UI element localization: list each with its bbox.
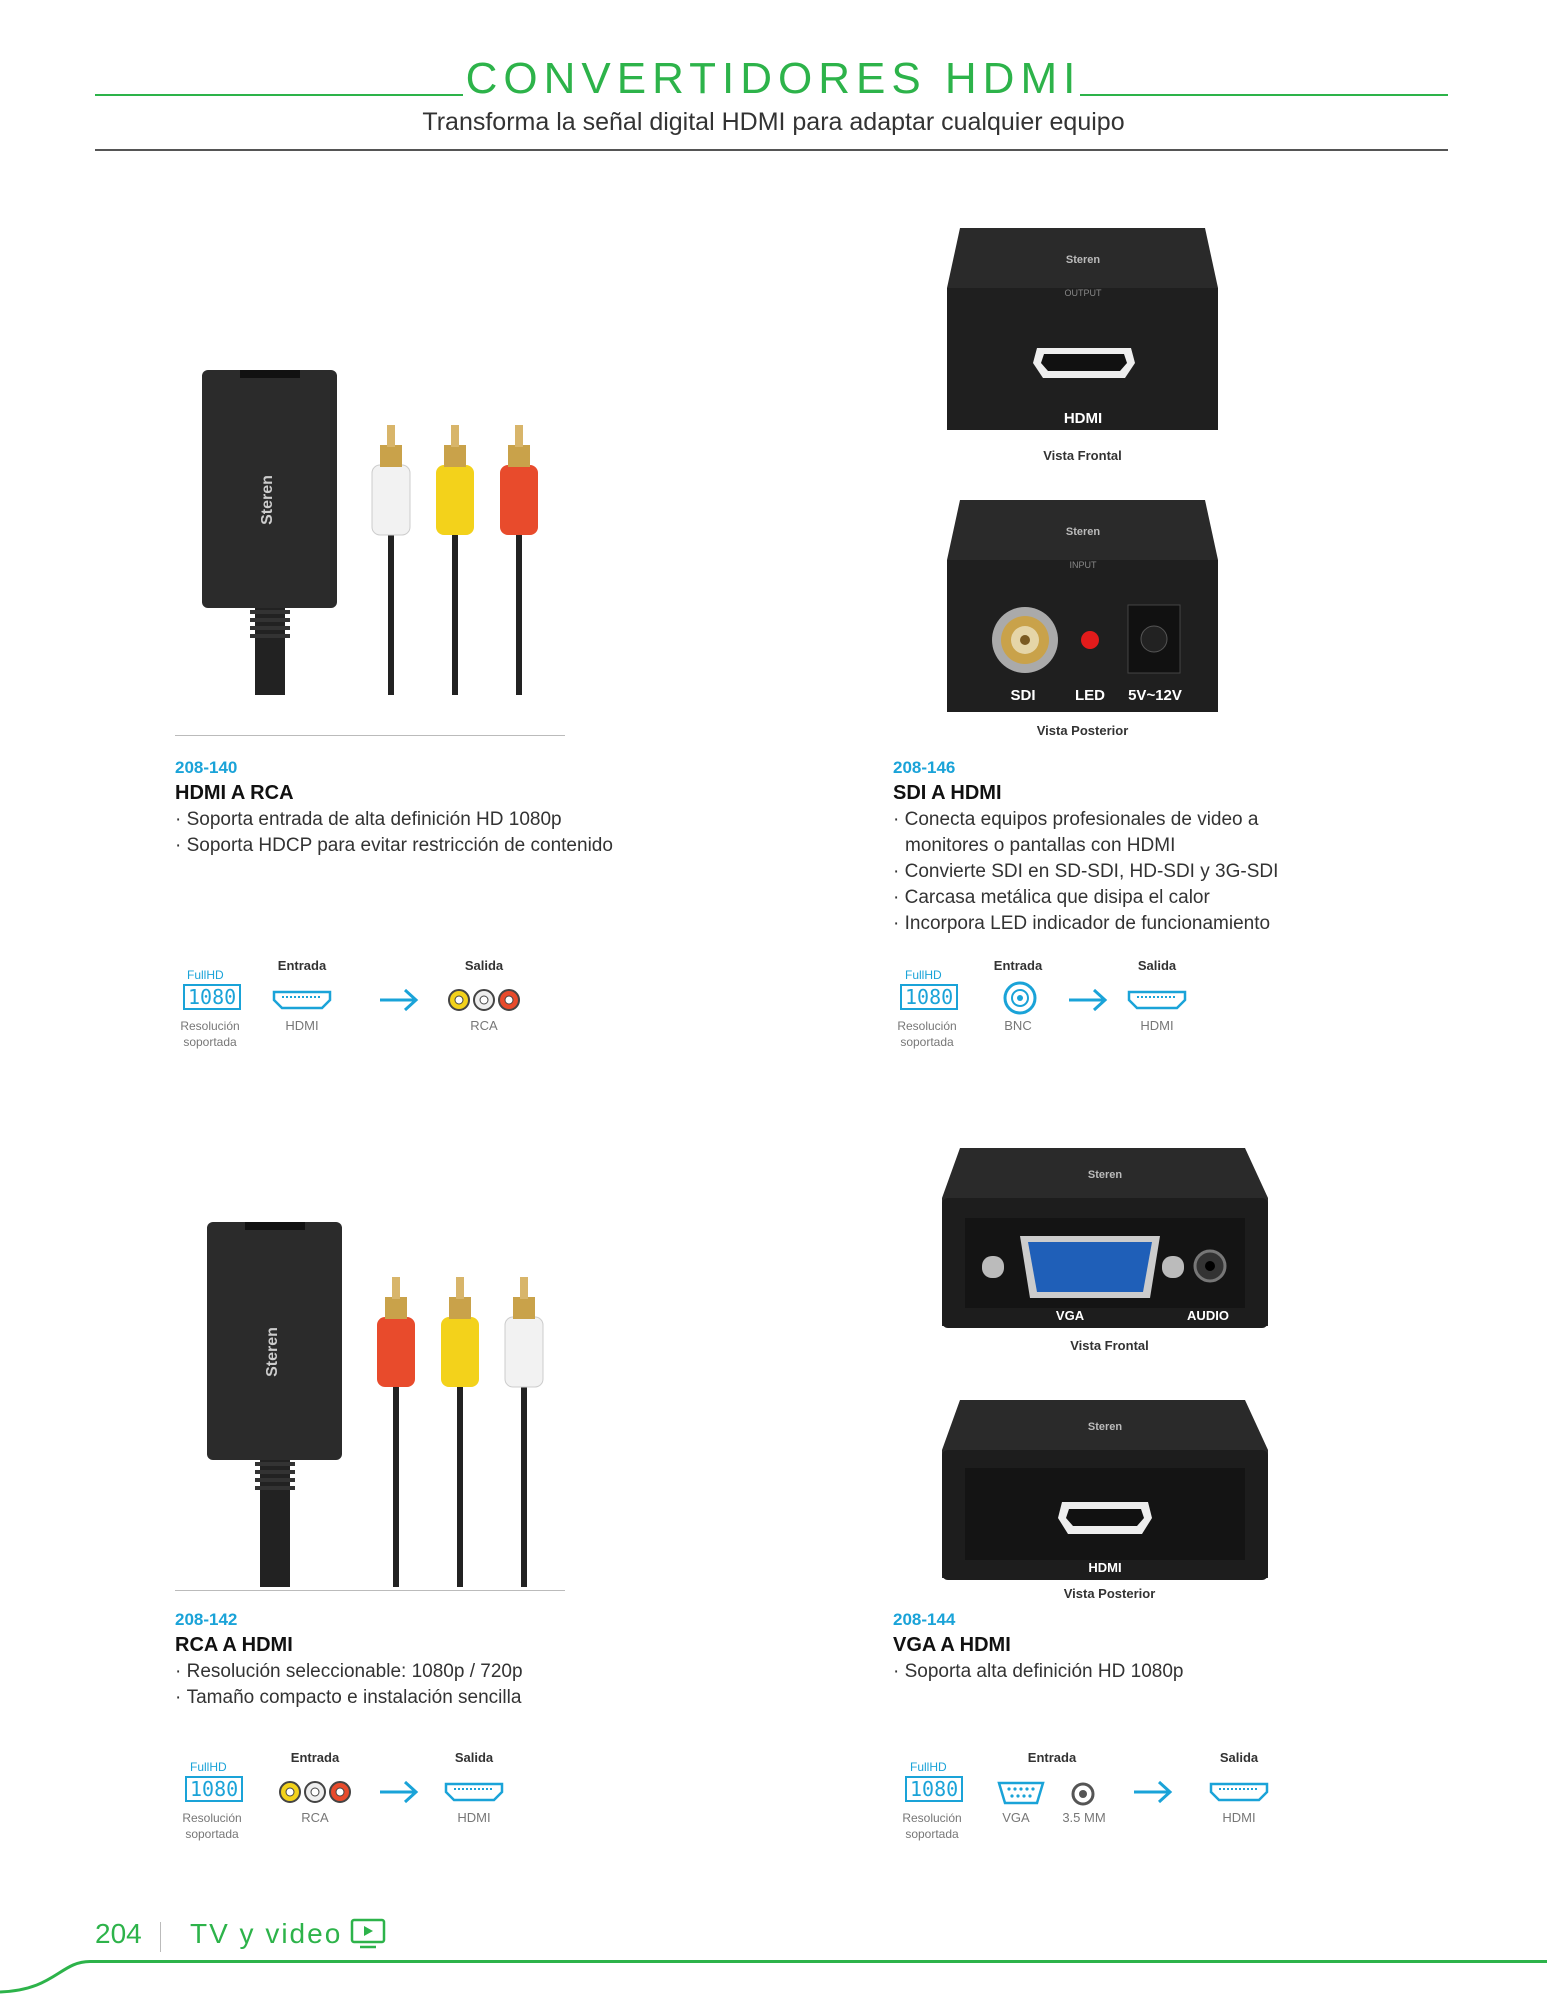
input-sublabel: 3.5 MM: [1062, 1810, 1106, 1825]
caption-back: Vista Posterior: [1063, 1586, 1156, 1601]
hdmi-port-icon: [1209, 1780, 1269, 1802]
feature-list: [175, 1659, 695, 1711]
hdmi-port-icon: [444, 1780, 504, 1802]
vga-port-icon: [997, 1781, 1045, 1805]
svg-text:INPUT: INPUT: [1069, 560, 1097, 570]
resolution-badge: 1080: [905, 1776, 963, 1802]
caption-front: Vista Frontal: [1070, 1338, 1149, 1353]
feature-item: · Carcasa metálica que disipa el calor: [893, 885, 1333, 911]
product-image-rca-a-hdmi: [185, 1212, 575, 1592]
product-image-sdi-back: [945, 500, 1220, 715]
input-sublabel: HDMI: [285, 1018, 319, 1033]
feature-item: · Incorpora LED indicador de funcionamiento: [893, 911, 1333, 937]
arrow-right-icon: [378, 987, 420, 1013]
product-sku: 208-144: [893, 1610, 956, 1629]
brand-logo: Steren: [1087, 1169, 1123, 1181]
output-sublabel: HDMI: [457, 1810, 491, 1825]
resolution-caption: Resolución soportada: [897, 1019, 957, 1049]
hdmi-port-icon: [272, 988, 332, 1010]
rca-connectors-icon: [277, 1779, 355, 1805]
page-number: 204: [95, 1918, 142, 1949]
arrow-right-icon: [378, 1779, 420, 1805]
svg-text:VGA: VGA: [1055, 1308, 1085, 1323]
caption-back: Vista Posterior: [1036, 723, 1129, 738]
arrow-right-icon: [1132, 1779, 1174, 1805]
input-label: Entrada: [993, 958, 1043, 973]
product-name: SDI A HDMI: [893, 782, 1002, 804]
feature-list: [175, 807, 695, 859]
product-image-sdi-front: [945, 228, 1220, 443]
feature-item: · Convierte SDI en SD-SDI, HD-SDI y 3G-SDI: [893, 859, 1333, 885]
output-sublabel: RCA: [470, 1018, 498, 1033]
resolution-caption: Resolución soportada: [902, 1811, 962, 1841]
output-sublabel: HDMI: [1140, 1018, 1174, 1033]
rca-connectors-icon: [446, 987, 524, 1013]
product-name: RCA A HDMI: [175, 1634, 293, 1656]
svg-text:SDI: SDI: [1010, 687, 1036, 704]
brand-logo: Steren: [1065, 526, 1101, 538]
footer-line: [90, 1960, 1547, 1963]
feature-item: · Soporta alta definición HD 1080p: [893, 1659, 1333, 1685]
product-sku: 208-140: [175, 758, 238, 777]
output-sublabel: HDMI: [1222, 1810, 1256, 1825]
brand-logo: Steren: [1065, 254, 1101, 266]
svg-text:HDMI: HDMI: [1088, 1560, 1122, 1575]
resolution-badge: 1080: [185, 1776, 243, 1802]
feature-item: · Conecta equipos profesionales de video a monitores o pantallas con HDMI: [893, 807, 1333, 859]
svg-text:LED: LED: [1075, 687, 1105, 704]
feature-list: [893, 807, 1333, 937]
input-sublabel: VGA: [1002, 1810, 1030, 1825]
svg-text:5V~12V: 5V~12V: [1128, 687, 1182, 704]
page-subtitle: Transforma la señal digital HDMI para adaptar cualquier equipo: [422, 108, 1125, 136]
product-image-hdmi-a-rca: [180, 360, 580, 740]
output-label: Salida: [1219, 1750, 1259, 1765]
resolution-caption: Resolución soportada: [180, 1019, 240, 1049]
resolution-badge: 1080: [183, 984, 241, 1010]
feature-item: · Tamaño compacto e instalación sencilla: [175, 1685, 695, 1711]
image-baseline: [175, 1590, 565, 1591]
product-sku: 208-146: [893, 758, 956, 777]
feature-item: · Soporta entrada de alta definición HD 1080p: [175, 807, 695, 833]
fullhd-label: FullHD: [190, 1760, 227, 1774]
fullhd-label: FullHD: [910, 1760, 947, 1774]
svg-text:OUTPUT: OUTPUT: [1064, 288, 1102, 298]
brand-logo: Steren: [1087, 1421, 1123, 1433]
input-label: Entrada: [277, 958, 327, 973]
port-label: HDMI: [1063, 410, 1103, 427]
resolution-badge: 1080: [900, 984, 958, 1010]
product-image-vga-back: [940, 1400, 1270, 1580]
feature-item: · Resolución seleccionable: 1080p / 720p: [175, 1659, 695, 1685]
footer-curve: [0, 1960, 100, 2005]
fullhd-label: FullHD: [187, 968, 224, 982]
arrow-right-icon: [1067, 987, 1109, 1013]
resolution-caption: Resolución soportada: [182, 1811, 242, 1841]
input-label: Entrada: [1027, 1750, 1077, 1765]
svg-text:AUDIO: AUDIO: [1187, 1308, 1229, 1323]
feature-list: [893, 1659, 1333, 1685]
hdmi-port-icon: [1127, 988, 1187, 1010]
input-label: Entrada: [290, 1750, 340, 1765]
product-name: VGA A HDMI: [893, 1634, 1011, 1656]
image-baseline: [175, 735, 565, 736]
footer-divider: [160, 1922, 161, 1952]
product-image-vga-front: [940, 1148, 1270, 1338]
page-title: CONVERTIDORES HDMI: [465, 54, 1082, 103]
brand-logo: Steren: [259, 475, 276, 525]
feature-item: · Soporta HDCP para evitar restricción de contenido: [175, 833, 695, 859]
header-divider: [95, 149, 1448, 151]
input-sublabel: BNC: [1004, 1018, 1032, 1033]
output-label: Salida: [464, 958, 504, 973]
caption-front: Vista Frontal: [1043, 448, 1122, 463]
audio-jack-icon: [1070, 1781, 1096, 1807]
output-label: Salida: [1137, 958, 1177, 973]
bnc-connector-icon: [1002, 980, 1038, 1016]
section-title: TV y video: [190, 1918, 343, 1949]
product-sku: 208-142: [175, 1610, 238, 1629]
input-sublabel: RCA: [301, 1810, 329, 1825]
brand-logo: Steren: [264, 1327, 281, 1377]
output-label: Salida: [454, 1750, 494, 1765]
product-name: HDMI A RCA: [175, 782, 294, 804]
fullhd-label: FullHD: [905, 968, 942, 982]
tv-icon: [350, 1918, 386, 1950]
